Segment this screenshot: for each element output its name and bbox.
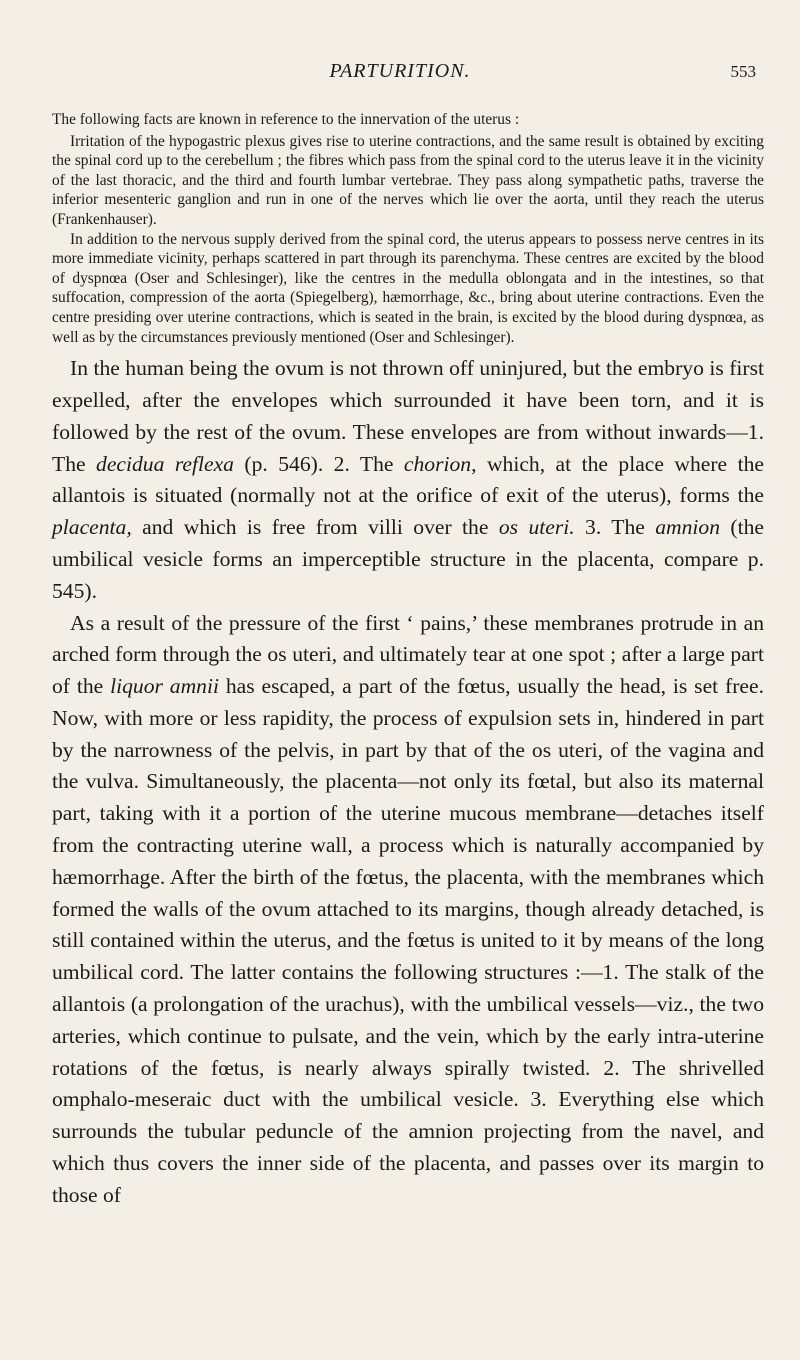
term-liquor-amnii: liquor amnii xyxy=(110,674,219,699)
text-run: (p. 546). 2. The xyxy=(233,451,404,476)
text-run: which, at the place where the allantois is situated (normally not at the orifice of exit of the uterus), forms the xyxy=(52,451,764,508)
text-run: and which is free from villi over the xyxy=(131,515,499,540)
text-run: As a result of the pressure of the first ‘ pains,’ these membranes protrude in an arched form through the os uteri, and ultimately tear at one spot ; after a large part of the xyxy=(52,610,764,699)
nerve-centres-paragraph: In addition to the nervous supply derived from the spinal cord, the uterus appears to possess nerve centres in its more immediate vicinity, perhaps scattered in part through its parenchyma. These centres are excited by the blood of dyspnœa (Oser and Schlesinger), like the centres in the medulla oblongata and in the intestines, so that suffocation, compression of the aorta (Spiegelberg), hæmorrhage, &c., bring about uterine contractions. Even the centre presiding over uterine contractions, which is seated in the brain, is excited by the blood during dyspnœa, as well as by the circumstances previously mentioned (Oser and Schlesinger). xyxy=(52,230,764,346)
running-title: PARTURITION. xyxy=(329,60,471,82)
text-run: has escaped, a part of the fœtus, usually the head, is set free. Now, with more or less rapidity, the process of expulsion sets in, hindered in part by the narrowness of the pelvis, in part by that of the os uteri, of the vagina and the vulva. Simultaneously, the placenta—not only its fœtal, but also its maternal part, taking with it a portion of the uterine mucous membrane—detaches itself from the contracting uterine wall, a process which is naturally accompanied by hæmorrhage. After the birth of the fœtus, the placenta, with the membranes which formed the walls of the ovum attached to its margins, though already detached, is still contained within the uterus, and the fœtus is united to it by means of the long umbilical cord. The latter contains the following structures :—1. The stalk of the allantois (a prolongation of the urachus), with the umbilical vessels—viz., the two arteries, which continue to pulsate, and the vein, which by the early intra-uterine rotations of the fœtus, is nearly always spirally twisted. 2. The shrivelled omphalo-meseraic duct with the umbilical vesicle. 3. Everything else which surrounds the tubular peduncle of the amnion projecting from the navel, and which thus covers the inner side of the placenta, and passes over its margin to those of xyxy=(52,674,764,1207)
page-number: 553 xyxy=(730,62,756,81)
text-run: 3. The xyxy=(574,515,656,540)
term-placenta: placenta, xyxy=(52,515,132,540)
ovum-expulsion-paragraph xyxy=(52,353,764,607)
page-header xyxy=(0,60,800,88)
term-amnion: amnion xyxy=(655,515,721,540)
text-run: In the human being the ovum is not thrown off uninjured, but the embryo is first expelled, after the envelopes which surrounded it have been torn, and it is followed by the rest of the ovum. These envelopes are from without inwards—1. The xyxy=(52,356,764,476)
intro-paragraph: The following facts are known in reference to the innervation of the uterus : xyxy=(52,111,520,128)
text-run: (the umbilical vesicle forms an imperceptible structure in the placenta, compare p. 545). xyxy=(52,515,764,603)
innervation-paragraph: Irritation of the hypogastric plexus gives rise to uterine contractions, and the same result is obtained by exciting the spinal cord up to the cerebellum ; the fibres which pass from the spinal cord to the uterus leave it in the vicinity of the last thoracic, and the third and fourth lumbar vertebrae. They pass along sympathetic paths, traverse the inferior mesenteric ganglion and run in one of the nerves which lie over the aorta, until they reach the uterus (Frankenhauser). xyxy=(52,132,764,228)
term-os-uteri: os uteri. xyxy=(498,515,575,540)
term-decidua-reflexa: decidua reflexa xyxy=(96,451,234,476)
term-chorion: chorion, xyxy=(403,451,477,476)
page-body xyxy=(52,110,764,1212)
membranes-paragraph xyxy=(52,608,764,1212)
